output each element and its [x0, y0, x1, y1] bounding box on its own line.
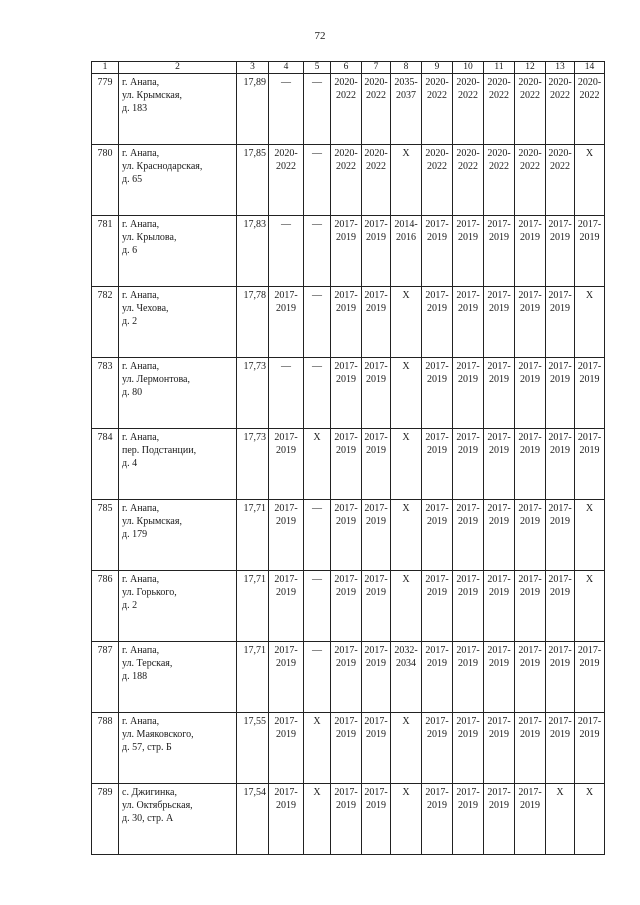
- address-line: д. 183: [122, 103, 148, 114]
- address-line: г. Анапа,: [122, 290, 160, 301]
- column-number-header: 7: [362, 62, 391, 74]
- table-row: [92, 500, 605, 571]
- address-line: г. Анапа,: [122, 716, 160, 727]
- schedule-period-cell: X: [391, 287, 422, 358]
- schedule-period-cell: 2017- 2019: [515, 358, 546, 429]
- schedule-period-cell: 2020- 2022: [269, 145, 304, 216]
- schedule-period-cell: 2017- 2019: [269, 642, 304, 713]
- address-cell: [119, 571, 237, 642]
- schedule-period-cell: 2017- 2019: [453, 216, 484, 287]
- address-line: г. Анапа,: [122, 574, 160, 585]
- row-number: 780: [92, 145, 119, 216]
- row-number: 789: [92, 784, 119, 855]
- column-number-header: 1: [92, 62, 119, 74]
- address-line: д. 2: [122, 316, 138, 327]
- schedule-period-cell: 2017- 2019: [269, 287, 304, 358]
- schedule-period-cell: 2017- 2019: [575, 429, 605, 500]
- schedule-period-cell: 2017- 2019: [331, 571, 362, 642]
- schedule-period-cell: 2017- 2019: [575, 713, 605, 784]
- address-line: г. Анапа,: [122, 361, 160, 372]
- schedule-period-cell: 2017- 2019: [515, 713, 546, 784]
- column-number-header-row: [92, 62, 605, 74]
- schedule-period-cell: 2017- 2019: [515, 500, 546, 571]
- address-line: д. 179: [122, 529, 148, 540]
- row-number: 785: [92, 500, 119, 571]
- table-row: [92, 74, 605, 145]
- table-row: [92, 287, 605, 358]
- schedule-period-cell: 2017- 2019: [546, 500, 575, 571]
- area-value: 17,73: [237, 358, 269, 429]
- schedule-period-cell: 2017- 2019: [484, 642, 515, 713]
- schedule-period-cell: 2017- 2019: [422, 713, 453, 784]
- address-line: д. 65: [122, 174, 143, 185]
- column-number-header: 13: [546, 62, 575, 74]
- schedule-period-cell: 2017- 2019: [362, 358, 391, 429]
- row-number: 788: [92, 713, 119, 784]
- schedule-period-cell: X: [391, 571, 422, 642]
- column-number-header: 9: [422, 62, 453, 74]
- address-line: ул. Лермонтова,: [122, 374, 190, 385]
- column-number-header: 5: [304, 62, 331, 74]
- schedule-period-cell: —: [304, 571, 331, 642]
- schedule-period-cell: X: [391, 784, 422, 855]
- schedule-period-cell: 2035- 2037: [391, 74, 422, 145]
- schedule-period-cell: X: [575, 784, 605, 855]
- schedule-period-cell: 2020- 2022: [546, 145, 575, 216]
- column-number-header: 2: [119, 62, 237, 74]
- area-value: 17,71: [237, 500, 269, 571]
- schedule-period-cell: 2017- 2019: [422, 571, 453, 642]
- schedule-period-cell: 2020- 2022: [331, 145, 362, 216]
- schedule-period-cell: 2017- 2019: [453, 713, 484, 784]
- schedule-period-cell: 2017- 2019: [484, 571, 515, 642]
- schedule-period-cell: 2020- 2022: [484, 74, 515, 145]
- schedule-period-cell: 2014- 2016: [391, 216, 422, 287]
- schedule-period-cell: 2017- 2019: [515, 429, 546, 500]
- schedule-period-cell: 2017- 2019: [453, 784, 484, 855]
- schedule-period-cell: 2017- 2019: [515, 571, 546, 642]
- schedule-period-cell: 2017- 2019: [484, 784, 515, 855]
- schedule-period-cell: 2020- 2022: [422, 74, 453, 145]
- table-row: [92, 216, 605, 287]
- row-number: 784: [92, 429, 119, 500]
- address-cell: [119, 216, 237, 287]
- schedule-period-cell: 2020- 2022: [362, 74, 391, 145]
- column-number-header: 6: [331, 62, 362, 74]
- schedule-period-cell: X: [575, 571, 605, 642]
- schedule-period-cell: 2017- 2019: [331, 500, 362, 571]
- address-line: с. Джигинка,: [122, 787, 177, 798]
- address-line: ул. Терская,: [122, 658, 173, 669]
- address-cell: [119, 358, 237, 429]
- table-row: [92, 571, 605, 642]
- row-number: 787: [92, 642, 119, 713]
- schedule-period-cell: —: [304, 145, 331, 216]
- schedule-period-cell: X: [304, 429, 331, 500]
- address-line: г. Анапа,: [122, 219, 160, 230]
- schedule-period-cell: 2017- 2019: [422, 429, 453, 500]
- schedule-period-cell: 2017- 2019: [575, 216, 605, 287]
- schedule-period-cell: X: [575, 500, 605, 571]
- address-line: д. 188: [122, 671, 148, 682]
- address-line: г. Анапа,: [122, 503, 160, 514]
- schedule-period-cell: 2020- 2022: [515, 74, 546, 145]
- table-row: [92, 429, 605, 500]
- address-line: г. Анапа,: [122, 645, 160, 656]
- area-value: 17,85: [237, 145, 269, 216]
- schedule-period-cell: 2017- 2019: [331, 358, 362, 429]
- schedule-period-cell: X: [391, 713, 422, 784]
- schedule-period-cell: 2017- 2019: [453, 571, 484, 642]
- schedule-period-cell: 2020- 2022: [484, 145, 515, 216]
- address-line: ул. Октябрьская,: [122, 800, 193, 811]
- area-value: 17,71: [237, 642, 269, 713]
- schedule-period-cell: 2020- 2022: [575, 74, 605, 145]
- schedule-period-cell: 2017- 2019: [546, 642, 575, 713]
- schedule-period-cell: 2017- 2019: [362, 287, 391, 358]
- schedule-period-cell: —: [304, 358, 331, 429]
- area-value: 17,89: [237, 74, 269, 145]
- schedule-period-cell: 2020- 2022: [546, 74, 575, 145]
- schedule-period-cell: 2017- 2019: [362, 784, 391, 855]
- address-line: д. 57, стр. Б: [122, 742, 172, 753]
- schedule-period-cell: 2017- 2019: [422, 642, 453, 713]
- area-value: 17,78: [237, 287, 269, 358]
- schedule-period-cell: 2017- 2019: [453, 429, 484, 500]
- column-number-header: 8: [391, 62, 422, 74]
- schedule-period-cell: 2017- 2019: [422, 358, 453, 429]
- schedule-period-cell: X: [391, 500, 422, 571]
- schedule-period-cell: 2020- 2022: [453, 145, 484, 216]
- schedule-period-cell: 2017- 2019: [422, 784, 453, 855]
- schedule-period-cell: 2032- 2034: [391, 642, 422, 713]
- schedule-period-cell: 2017- 2019: [515, 642, 546, 713]
- schedule-period-cell: —: [304, 74, 331, 145]
- address-line: г. Анапа,: [122, 148, 160, 159]
- address-line: ул. Маяковского,: [122, 729, 194, 740]
- row-number: 782: [92, 287, 119, 358]
- column-number-header: 12: [515, 62, 546, 74]
- address-cell: [119, 145, 237, 216]
- schedule-period-cell: 2020- 2022: [422, 145, 453, 216]
- schedule-period-cell: X: [391, 429, 422, 500]
- schedule-period-cell: X: [391, 358, 422, 429]
- schedule-period-cell: —: [304, 216, 331, 287]
- schedule-period-cell: 2017- 2019: [484, 287, 515, 358]
- schedule-period-cell: 2017- 2019: [575, 358, 605, 429]
- schedule-period-cell: 2017- 2019: [546, 713, 575, 784]
- column-number-header: 3: [237, 62, 269, 74]
- schedule-period-cell: 2017- 2019: [515, 216, 546, 287]
- area-value: 17,71: [237, 571, 269, 642]
- schedule-period-cell: 2017- 2019: [269, 571, 304, 642]
- address-line: г. Анапа,: [122, 432, 160, 443]
- address-cell: [119, 642, 237, 713]
- address-cell: [119, 784, 237, 855]
- column-number-header: 4: [269, 62, 304, 74]
- address-line: ул. Крылова,: [122, 232, 177, 243]
- schedule-period-cell: 2017- 2019: [331, 287, 362, 358]
- row-number: 783: [92, 358, 119, 429]
- address-cell: [119, 713, 237, 784]
- column-number-header: 11: [484, 62, 515, 74]
- address-line: ул. Краснодарская,: [122, 161, 203, 172]
- schedule-period-cell: 2017- 2019: [453, 358, 484, 429]
- schedule-period-cell: 2020- 2022: [331, 74, 362, 145]
- schedule-period-cell: 2017- 2019: [362, 500, 391, 571]
- schedule-period-cell: 2017- 2019: [362, 429, 391, 500]
- schedule-period-cell: 2017- 2019: [546, 571, 575, 642]
- schedule-period-cell: 2017- 2019: [546, 429, 575, 500]
- address-cell: [119, 500, 237, 571]
- schedule-period-cell: 2017- 2019: [331, 784, 362, 855]
- schedule-period-cell: X: [391, 145, 422, 216]
- schedule-period-cell: —: [304, 287, 331, 358]
- address-cell: [119, 74, 237, 145]
- schedule-period-cell: 2017- 2019: [331, 216, 362, 287]
- address-line: пер. Подстанции,: [122, 445, 197, 456]
- schedule-period-cell: —: [304, 500, 331, 571]
- schedule-period-cell: 2017- 2019: [269, 429, 304, 500]
- schedule-period-cell: X: [575, 287, 605, 358]
- address-line: ул. Крымская,: [122, 90, 182, 101]
- schedule-period-cell: 2017- 2019: [546, 216, 575, 287]
- address-line: ул. Крымская,: [122, 516, 182, 527]
- table-row: [92, 145, 605, 216]
- schedule-period-cell: X: [304, 784, 331, 855]
- schedule-period-cell: 2017- 2019: [422, 500, 453, 571]
- schedule-period-cell: 2017- 2019: [331, 429, 362, 500]
- address-line: д. 30, стр. А: [122, 813, 174, 824]
- address-line: д. 4: [122, 458, 138, 469]
- schedule-period-cell: 2017- 2019: [515, 784, 546, 855]
- schedule-period-cell: 2017- 2019: [453, 500, 484, 571]
- schedule-period-cell: 2017- 2019: [331, 713, 362, 784]
- column-number-header: 10: [453, 62, 484, 74]
- schedule-period-cell: 2020- 2022: [362, 145, 391, 216]
- address-line: д. 6: [122, 245, 138, 256]
- area-value: 17,73: [237, 429, 269, 500]
- row-number: 779: [92, 74, 119, 145]
- address-line: г. Анапа,: [122, 77, 160, 88]
- schedule-period-cell: 2017- 2019: [484, 429, 515, 500]
- schedule-period-cell: 2017- 2019: [484, 713, 515, 784]
- schedule-period-cell: 2017- 2019: [269, 784, 304, 855]
- schedule-period-cell: —: [269, 358, 304, 429]
- schedule-period-cell: 2017- 2019: [484, 358, 515, 429]
- address-line: д. 2: [122, 600, 138, 611]
- schedule-period-cell: 2017- 2019: [546, 358, 575, 429]
- schedule-period-cell: 2017- 2019: [453, 642, 484, 713]
- schedule-period-cell: 2017- 2019: [269, 500, 304, 571]
- schedule-period-cell: 2017- 2019: [484, 216, 515, 287]
- schedule-period-cell: X: [546, 784, 575, 855]
- schedule-period-cell: 2017- 2019: [362, 571, 391, 642]
- schedule-period-cell: 2017- 2019: [575, 642, 605, 713]
- address-line: ул. Горького,: [122, 587, 177, 598]
- schedule-period-cell: X: [304, 713, 331, 784]
- address-cell: [119, 429, 237, 500]
- address-line: д. 80: [122, 387, 143, 398]
- table-row: [92, 358, 605, 429]
- area-value: 17,54: [237, 784, 269, 855]
- schedule-period-cell: —: [269, 216, 304, 287]
- schedule-period-cell: 2017- 2019: [422, 287, 453, 358]
- table-row: [92, 713, 605, 784]
- table-row: [92, 784, 605, 855]
- schedule-period-cell: 2017- 2019: [331, 642, 362, 713]
- table-row: [92, 642, 605, 713]
- schedule-period-cell: 2017- 2019: [362, 642, 391, 713]
- schedule-period-cell: 2017- 2019: [269, 713, 304, 784]
- schedule-period-cell: 2017- 2019: [453, 287, 484, 358]
- column-number-header: 14: [575, 62, 605, 74]
- row-number: 786: [92, 571, 119, 642]
- area-value: 17,55: [237, 713, 269, 784]
- schedule-period-cell: X: [575, 145, 605, 216]
- schedule-period-cell: 2017- 2019: [546, 287, 575, 358]
- schedule-period-cell: 2017- 2019: [362, 216, 391, 287]
- area-value: 17,83: [237, 216, 269, 287]
- schedule-period-cell: 2017- 2019: [515, 287, 546, 358]
- page-number: 72: [314, 30, 326, 42]
- schedule-period-cell: 2020- 2022: [453, 74, 484, 145]
- schedule-period-cell: 2020- 2022: [515, 145, 546, 216]
- housing-repair-schedule-table: [91, 61, 605, 855]
- address-cell: [119, 287, 237, 358]
- schedule-period-cell: —: [269, 74, 304, 145]
- schedule-period-cell: —: [304, 642, 331, 713]
- schedule-period-cell: 2017- 2019: [484, 500, 515, 571]
- row-number: 781: [92, 216, 119, 287]
- schedule-period-cell: 2017- 2019: [422, 216, 453, 287]
- address-line: ул. Чехова,: [122, 303, 169, 314]
- schedule-period-cell: 2017- 2019: [362, 713, 391, 784]
